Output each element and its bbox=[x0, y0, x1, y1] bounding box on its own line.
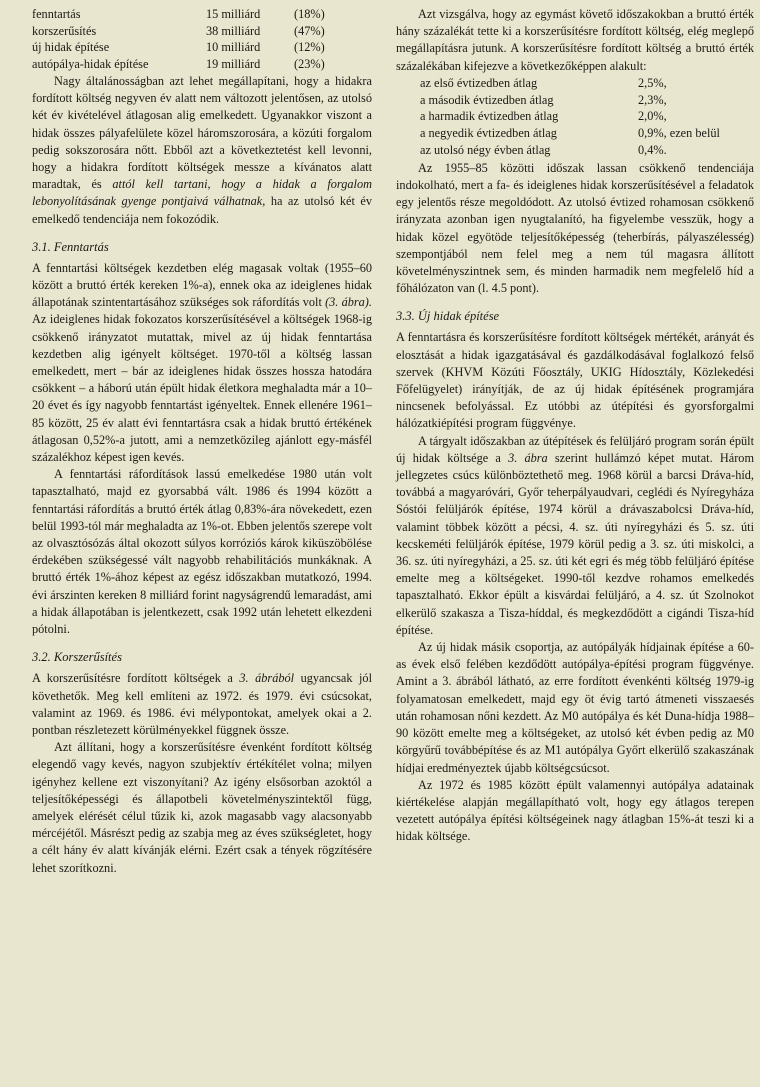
percent-intro-paragraph: Azt vizsgálva, hogy az egymást követő időszakokban a bruttó érték hány százalékát tette ki a korszerűsítésre fordított költség, elég meglepő megállapításra jutunk. A korszerűsítésre fordított költség a bruttó érték százalékában kifejezve a következőképpen alakult: bbox=[396, 7, 754, 73]
figure-ref: 3. ábra bbox=[508, 450, 548, 465]
cost-pct: (47%) bbox=[294, 23, 325, 38]
cost-row bbox=[32, 23, 325, 40]
cost-amount: 38 milliárd bbox=[206, 23, 261, 38]
fenntartas-paragraph-2: A fenntartási ráfordítások lassú emelkedése 1980 után volt tapasztalható, majd ez gyorsabbá vált. 1986 és 1994 között a fenntartási ráfordítás a bruttó érték átlag 0,83%-ára növekedett, ezen belül 1993-tól már meghaladta az 1%-ot. Ebben jelentős szerepe volt az olvasztósózás által okozott súlyos korróziós károk kiküszöbölése érdekében szükségessé vált nagyobb rehabilitációs munkáknak. A bruttó érték 1%-ához képest az egész időszakban mutatkozó, 1994. évi árszinten kereken 8 milliárd forint nagyságrendű lemaradást, ami a hidak állapotában is jelentkezett, csak 1992 után lehetett elkezdeni pótolni. bbox=[32, 467, 372, 637]
section-heading-uj-hidak: 3.3. Új hidak építése bbox=[396, 309, 500, 324]
intro-paragraph bbox=[32, 73, 372, 228]
cost-label: korszerűsítés bbox=[32, 23, 97, 38]
cost-row bbox=[32, 56, 325, 73]
cost-amount: 19 milliárd bbox=[206, 56, 261, 71]
cost-pct: (23%) bbox=[294, 56, 325, 71]
percent-row bbox=[420, 142, 720, 159]
percent-table bbox=[420, 75, 720, 159]
percent-row bbox=[420, 75, 720, 92]
intro-text-b: ha az utolsó két év emelkedő tendenciája nem fokozódik. bbox=[32, 194, 372, 226]
cost-table bbox=[32, 6, 325, 72]
cost-label: fenntartás bbox=[32, 7, 81, 21]
cost-row bbox=[32, 39, 325, 56]
cost-pct: (18%) bbox=[294, 7, 325, 21]
cost-amount: 10 milliárd bbox=[206, 40, 261, 54]
percent-label: az utolsó négy évben átlag bbox=[420, 143, 551, 157]
percent-value: 2,0%, bbox=[638, 109, 667, 124]
cost-label: autópálya-hidak építése bbox=[32, 56, 149, 71]
uj-hidak-paragraph-3: Az új hidak másik csoportja, az autópályák hídjainak építése a 60-as évek első felében kezdődött autópálya-építési program függvénye. Amint a 3. ábrából látható, az erre fordított évenkénti költség 1979-ig folyamatosan emelkedett, majd egy öt évig tartó átmeneti visszaesés után rohamosan nőni kezdett. Az M0 autópálya és két Duna-hídja 1988–90 között emelte meg a költségeket, az utolsó két évben pedig az M0 körgyűrű továbbépítése és az M1 autópálya Győrt elkerülő szakaszának hídjai eredményeztek újabb költségcsúcsot. bbox=[396, 640, 754, 775]
text-run: A tárgyalt időszakban az útépítések és felüljáró program során épült új hidak költsége a bbox=[396, 433, 754, 465]
text-run: A fenntartási költségek kezdetben elég magasak voltak (1955–60 között a bruttó érték kereken 1%-a), ennek oka az ideiglenes hidak állapotának szintentartásához szükséges sok ráfordítás volt bbox=[32, 260, 372, 310]
text-run: A korszerűsítésre fordított költségek a bbox=[32, 671, 240, 686]
percent-label: a negyedik évtizedben átlag bbox=[420, 126, 557, 141]
percent-value: 0,4%. bbox=[638, 143, 667, 157]
figure-ref: (3. ábra). bbox=[325, 295, 372, 310]
trend-paragraph: Az 1955–85 közötti időszak lassan csökkenő tendenciája indokolható, mert a fa- és ideiglenes hidak korszerűsítésével a feladatok egy jelentős része megoldódott. Az utolsó évtized rohamosan csökkenő irányzata azonban igen nyugtalanító, ha figyelembe vesszük, hogy a hidak közel egyötöde teljesítőképesség (teherbírás, pályaszélesség) szempontjából nem felel meg a nem túl magasra állított követelményszintnek sem, és minden harmadik nem megfelelő híd a főhálózaton van (l. 4.5 pont). bbox=[396, 160, 754, 296]
percent-row bbox=[420, 92, 720, 109]
fenntartas-paragraph-1 bbox=[32, 260, 372, 466]
right-column bbox=[396, 6, 754, 846]
section-heading-korszerusites: 3.2. Korszerűsítés bbox=[32, 650, 122, 665]
percent-value: 2,3%, bbox=[638, 92, 667, 107]
intro-emphasis: attól kell tartani, hogy a hidak a forgalom lebonyolításának gyenge pontjaivá válhatnak, bbox=[32, 177, 372, 209]
percent-row bbox=[420, 125, 720, 142]
cost-amount: 15 milliárd bbox=[206, 7, 261, 21]
percent-label: a második évtizedben átlag bbox=[420, 92, 554, 107]
uj-hidak-paragraph-4: Az 1972 és 1985 között épült valamennyi autópálya adatainak kiértékelése alapján megállapítható volt, hogy egy átlagos terepen vezetett autópálya építési költségeinek nagy átlagban 15%-át teszi ki a hidak költsége. bbox=[396, 777, 754, 844]
korszerusites-paragraph-2: Azt állítani, hogy a korszerűsítésre évenként fordított költség elegendő vagy kevés, nagyon szubjektív értékítélet volna; milyen igényhez kellene ezt viszonyítani? Az igény elsősorban azoktól a teljesítőképességi és állapotbeli követelményszintektől függ, amelyek elérését célul tűzik ki, azok magasabb vagy alacsonyabb mércéjétől. Másrészt pedig az szabja meg az éves szükségletet, hogy a célt hány év alatt kívánják elérni. Ezért csak a tények rögzítésére lehet szorítkozni. bbox=[32, 740, 372, 875]
text-run: szerint hullámzó képet mutat. Három jellegzetes csúcs különböztethető meg. 1968 körül a barcsi Dráva-híd, továbbá a magyaróvári, Győr teherpályaudvari, ceglédi és Nyíregyháza Sóstói felüljárók építése, 1974 körül a drávaszabolcsi Dráva-híd, valamint többek között a pécsi, 4. sz. úti nyíregyházi és 5. sz. úti kecskeméti felüljárók építése, 1979 körül pedig a 3. sz. úti miskolci, a 36. sz. úti nyíregyházi, a 25. sz. úti két egri és még több felüljáró építése emelte meg a költségeket. 1990-től kezdve rohamos emelkedés tapasztalható. Ekkor épült a kisvárdai felüljáró, a 4. sz. út Szolnokot elkerülő szakasza a Tisza-híddal, és megkezdődött a cigándi Tisza-híd építése. bbox=[396, 450, 755, 637]
percent-label: az első évtizedben átlag bbox=[420, 75, 538, 90]
text-run: Az ideiglenes hidak fokozatos korszerűsítésével a költségek 1968-ig csökkenő irányzatot mutattak, mivel az új hidak fenntartása kezdetben alig igényelt költséget. 1970-től a költség lassan emelkedett, mert – bár az ideiglenes hidak összes hossza hatodára csökkent – a háború után épült hidak életkora meghaladta már a 10–20 évet és így nagyobb fenntartást igényeltek. Ennek ellenére 1961–85 között, 25 év alatt évi fenntartásra csak a hidak bruttó értékének átlagosan 0,52%-a jutott, ami a nemzetközileg ajánlott egy-másfél százalékhoz képest igen kevés. bbox=[32, 312, 372, 465]
cost-pct: (12%) bbox=[294, 40, 325, 54]
korszerusites-paragraph-1 bbox=[32, 670, 372, 739]
percent-row bbox=[420, 108, 720, 125]
percent-value: 2,5%, bbox=[638, 75, 667, 90]
uj-hidak-paragraph-1: A fenntartásra és korszerűsítésre fordított költségek mértékét, arányát és elosztását a hidak igazgatásával és gazdálkodásával foglalkozó felső szervek (KHVM Közúti Főosztály, UKIG Hídosztály, Közlekedési Főfelügyelet) irányítják, de az új hidak építésének programjára nincsenek befolyással. Ez utóbbi az útépítési és gyorsforgalmi hálózatkiépítési program függvénye. bbox=[396, 330, 754, 431]
figure-ref: 3. ábrából bbox=[239, 671, 295, 686]
cost-row bbox=[32, 6, 325, 23]
left-column bbox=[32, 6, 372, 877]
section-heading-fenntartas: 3.1. Fenntartás bbox=[32, 239, 109, 254]
text-run: ugyancsak jól követhetők. Meg kell említeni az 1972. és 1979. évi csúcsokat, valamint az 1969. és 1986. évi mélypontokat, amelyek okai a 2. pontban részletezett körülményekkel függnek össze. bbox=[32, 671, 372, 737]
uj-hidak-paragraph-2 bbox=[396, 433, 754, 639]
percent-value: 0,9%, ezen belül bbox=[638, 126, 720, 141]
percent-label: a harmadik évtizedben átlag bbox=[420, 109, 559, 124]
cost-label: új hidak építése bbox=[32, 40, 110, 54]
intro-text-a: Nagy általánosságban azt lehet megállapítani, hogy a hidakra fordított költség negyven év alatt nem változott jelentősen, az utolsó két év kivételével átlagosan alig emelkedett. Ugyanakkor viszont a hidak összes pályafelülete közel háromszorosára, a közúti forgalom pedig sokszorosára nőtt. Ebből azt a következtetést kell levonni, hogy a hidakra fordított költségek messze a kívánatos alatt maradtak, és bbox=[32, 74, 372, 192]
